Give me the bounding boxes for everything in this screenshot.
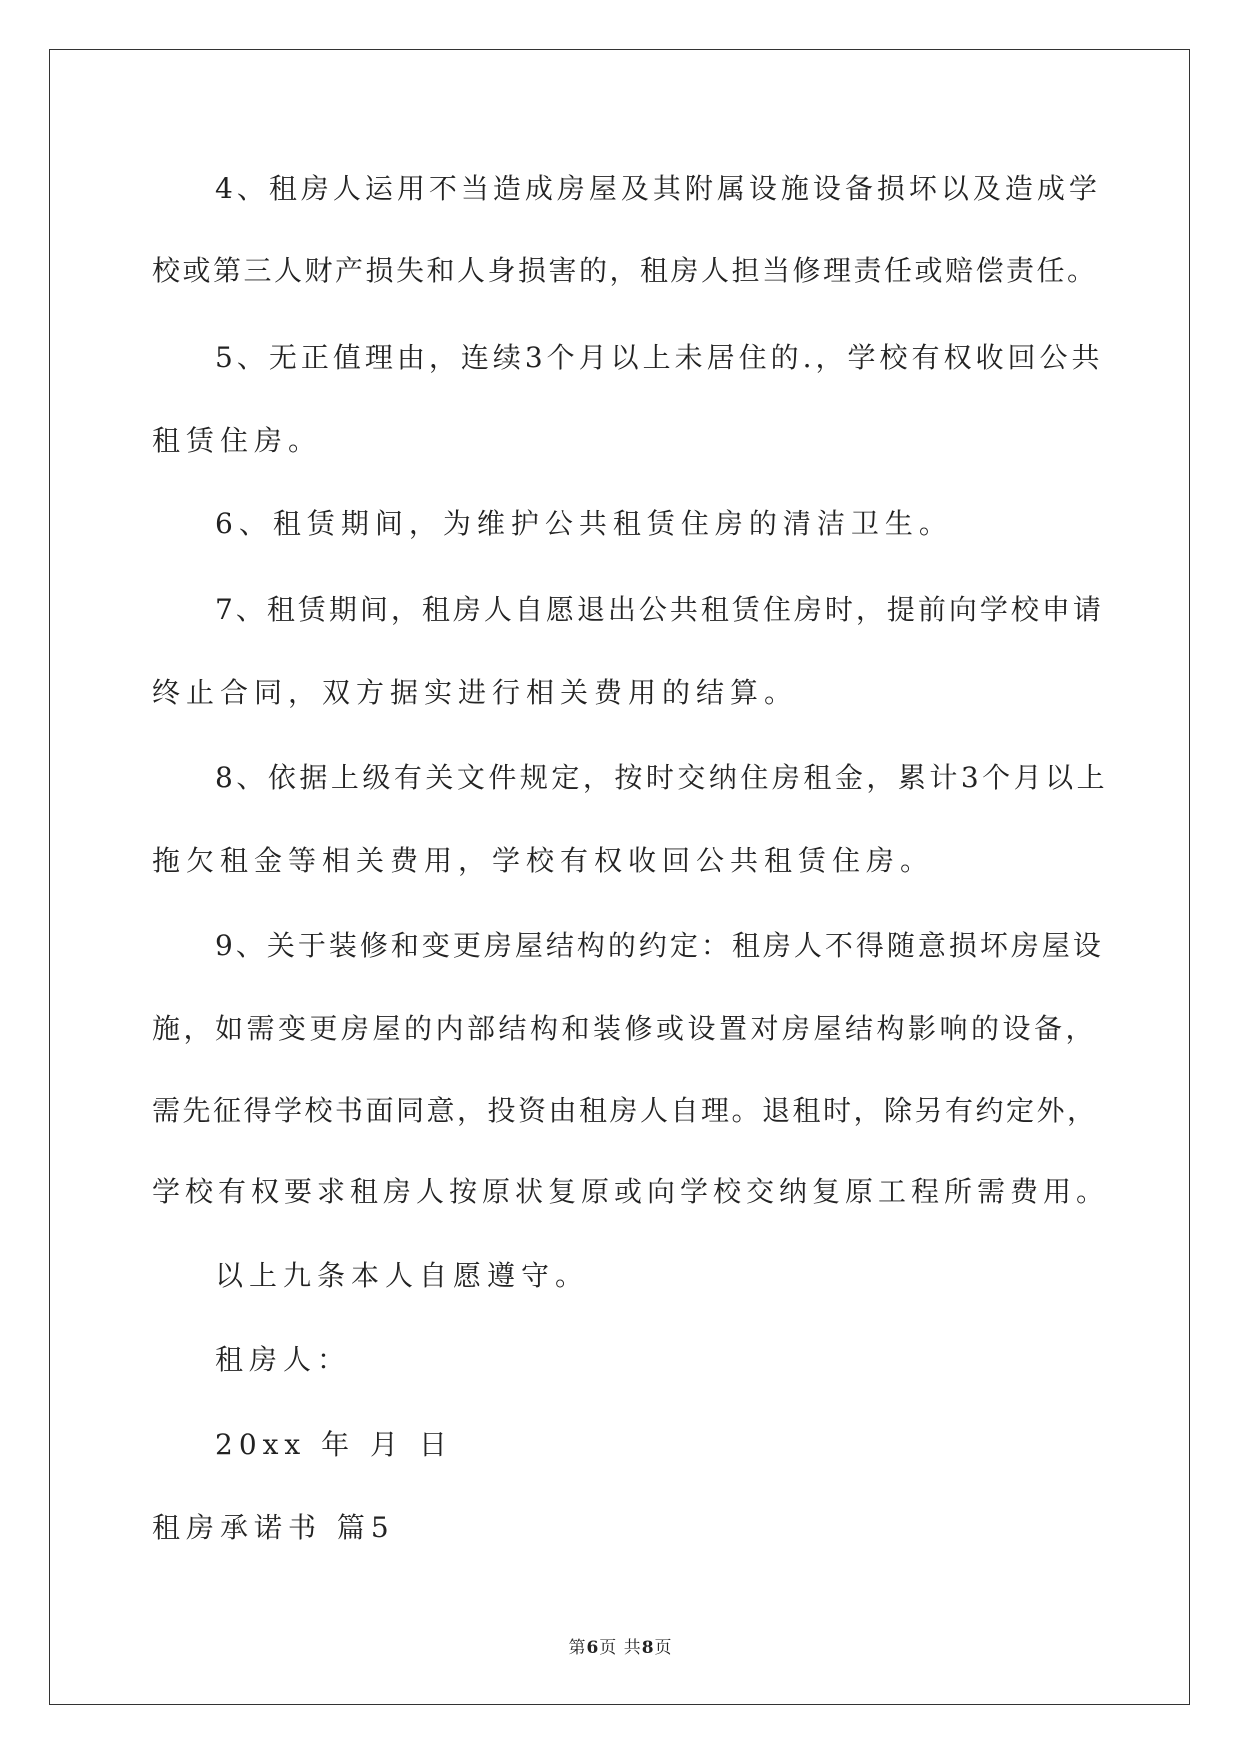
paragraph-line: 以上九条本人自愿遵守。 <box>215 1259 590 1292</box>
paragraph-line: 4、租房人运用不当造成房屋及其附属设施设备损坏以及造成学 <box>215 172 1101 205</box>
paragraph-line: 7、租赁期间，租房人自愿退出公共租赁住房时，提前向学校申请 <box>215 593 1104 626</box>
paragraph-line: 学校有权要求租房人按原状复原或向学校交纳复原工程所需费用。 <box>152 1175 1110 1208</box>
paragraph-line: 6、租赁期间，为维护公共租赁住房的清洁卫生。 <box>215 507 953 540</box>
paragraph-line: 需先征得学校书面同意，投资由租房人自理。退租时，除另有约定外， <box>152 1094 1098 1127</box>
footer-mid: 页 共 <box>599 1638 642 1658</box>
paragraph-line: 施，如需变更房屋的内部结构和装修或设置对房屋结构影响的设备， <box>152 1012 1098 1045</box>
paragraph-line: 8、依据上级有关文件规定，按时交纳住房租金，累计3个月以上 <box>215 761 1109 794</box>
signature-label: 租房人： <box>215 1343 352 1376</box>
section-heading: 租房承诺书 篇5 <box>152 1511 395 1544</box>
footer-total-pages: 8 <box>641 1638 655 1658</box>
footer-current-page: 6 <box>586 1638 600 1658</box>
paragraph-line: 9、关于装修和变更房屋结构的约定：租房人不得随意损坏房屋设 <box>215 929 1104 962</box>
paragraph-line: 5、无正值理由，连续3个月以上未居住的.，学校有权收回公共 <box>215 341 1104 374</box>
paragraph-line: 校或第三人财产损失和人身损害的，租房人担当修理责任或赔偿责任。 <box>152 254 1098 287</box>
paragraph-line: 租赁住房。 <box>152 424 323 457</box>
page-footer <box>0 1633 1241 1658</box>
paragraph-line: 拖欠租金等相关费用，学校有权收回公共租赁住房。 <box>152 844 935 877</box>
date-line: 20xx 年 月 日 <box>215 1428 453 1461</box>
paragraph-line: 终止合同，双方据实进行相关费用的结算。 <box>152 676 799 709</box>
footer-suffix: 页 <box>654 1638 673 1658</box>
footer-prefix: 第 <box>568 1638 587 1658</box>
